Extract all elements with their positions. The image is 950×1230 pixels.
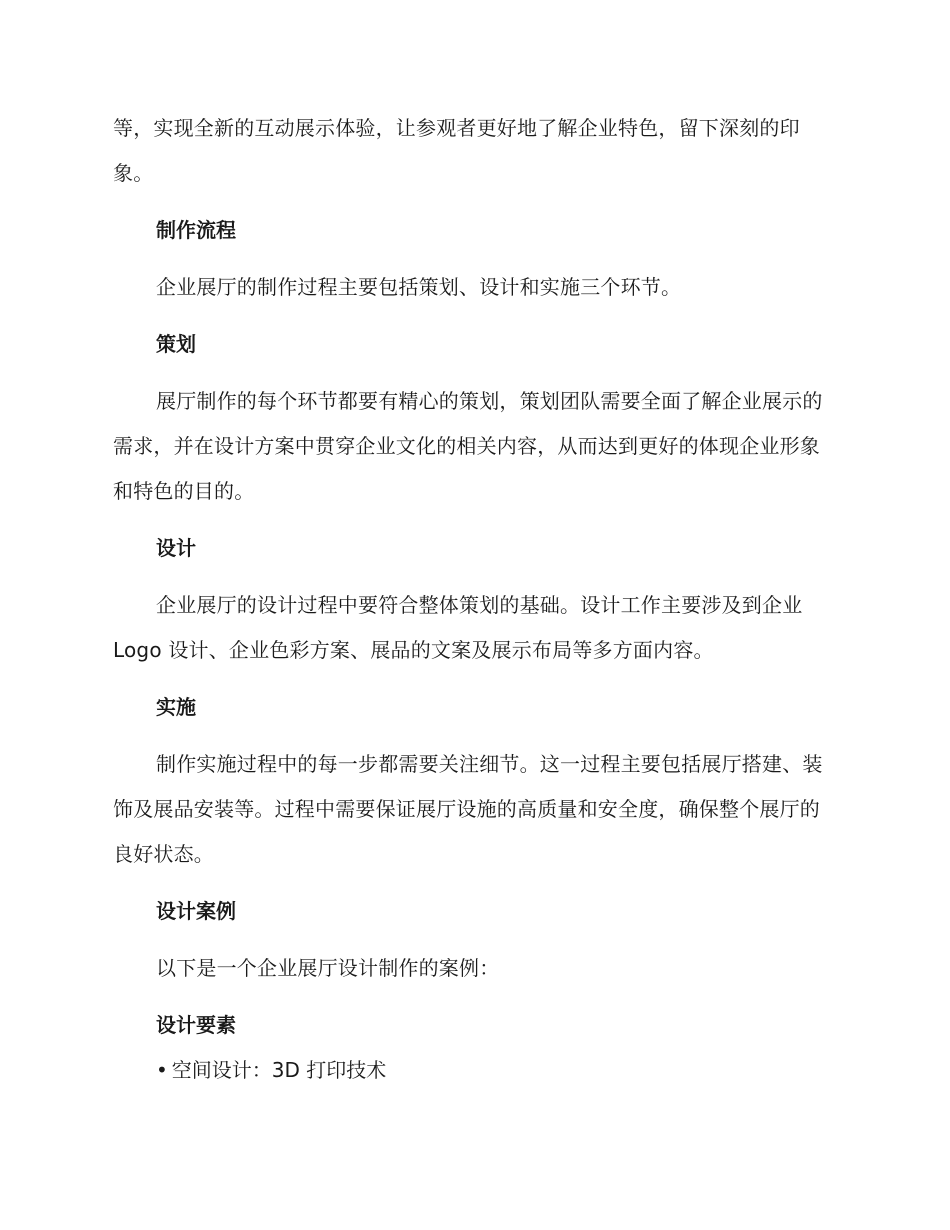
design-heading: 设计 — [156, 536, 196, 560]
process-heading: 制作流程 — [156, 218, 236, 242]
document-page — [113, 106, 831, 1093]
planning-heading: 策划 — [156, 332, 196, 356]
implementation-paragraph: 制作实施过程中的每一步都需要关注细节。这一过程主要包括展厅搭建、装饰及展品安装等。过程中需要保证展厅设施的高质量和安全度，确保整个展厅的良好状态。 — [113, 752, 823, 866]
bullet-icon: • — [156, 1058, 168, 1082]
elements-heading: 设计要素 — [156, 1013, 236, 1037]
planning-paragraph: 展厅制作的每个环节都要有精心的策划，策划团队需要全面了解企业展示的需求，并在设计方案中贯穿企业文化的相关内容，从而达到更好的体现企业形象和特色的目的。 — [113, 389, 823, 503]
design-paragraph: 企业展厅的设计过程中要符合整体策划的基础。设计工作主要涉及到企业 Logo 设计、企业色彩方案、展品的文案及展示布局等多方面内容。 — [113, 593, 803, 662]
intro-paragraph: 等，实现全新的互动展示体验，让参观者更好地了解企业特色，留下深刻的印象。 — [113, 116, 800, 185]
case-heading: 设计案例 — [156, 899, 236, 923]
case-paragraph: 以下是一个企业展厅设计制作的案例： — [156, 956, 500, 980]
implementation-heading: 实施 — [156, 695, 196, 719]
list-item — [113, 1048, 831, 1093]
list-item-text: 空间设计：3D 打印技术 — [171, 1058, 387, 1082]
process-paragraph: 企业展厅的制作过程主要包括策划、设计和实施三个环节。 — [156, 275, 682, 299]
